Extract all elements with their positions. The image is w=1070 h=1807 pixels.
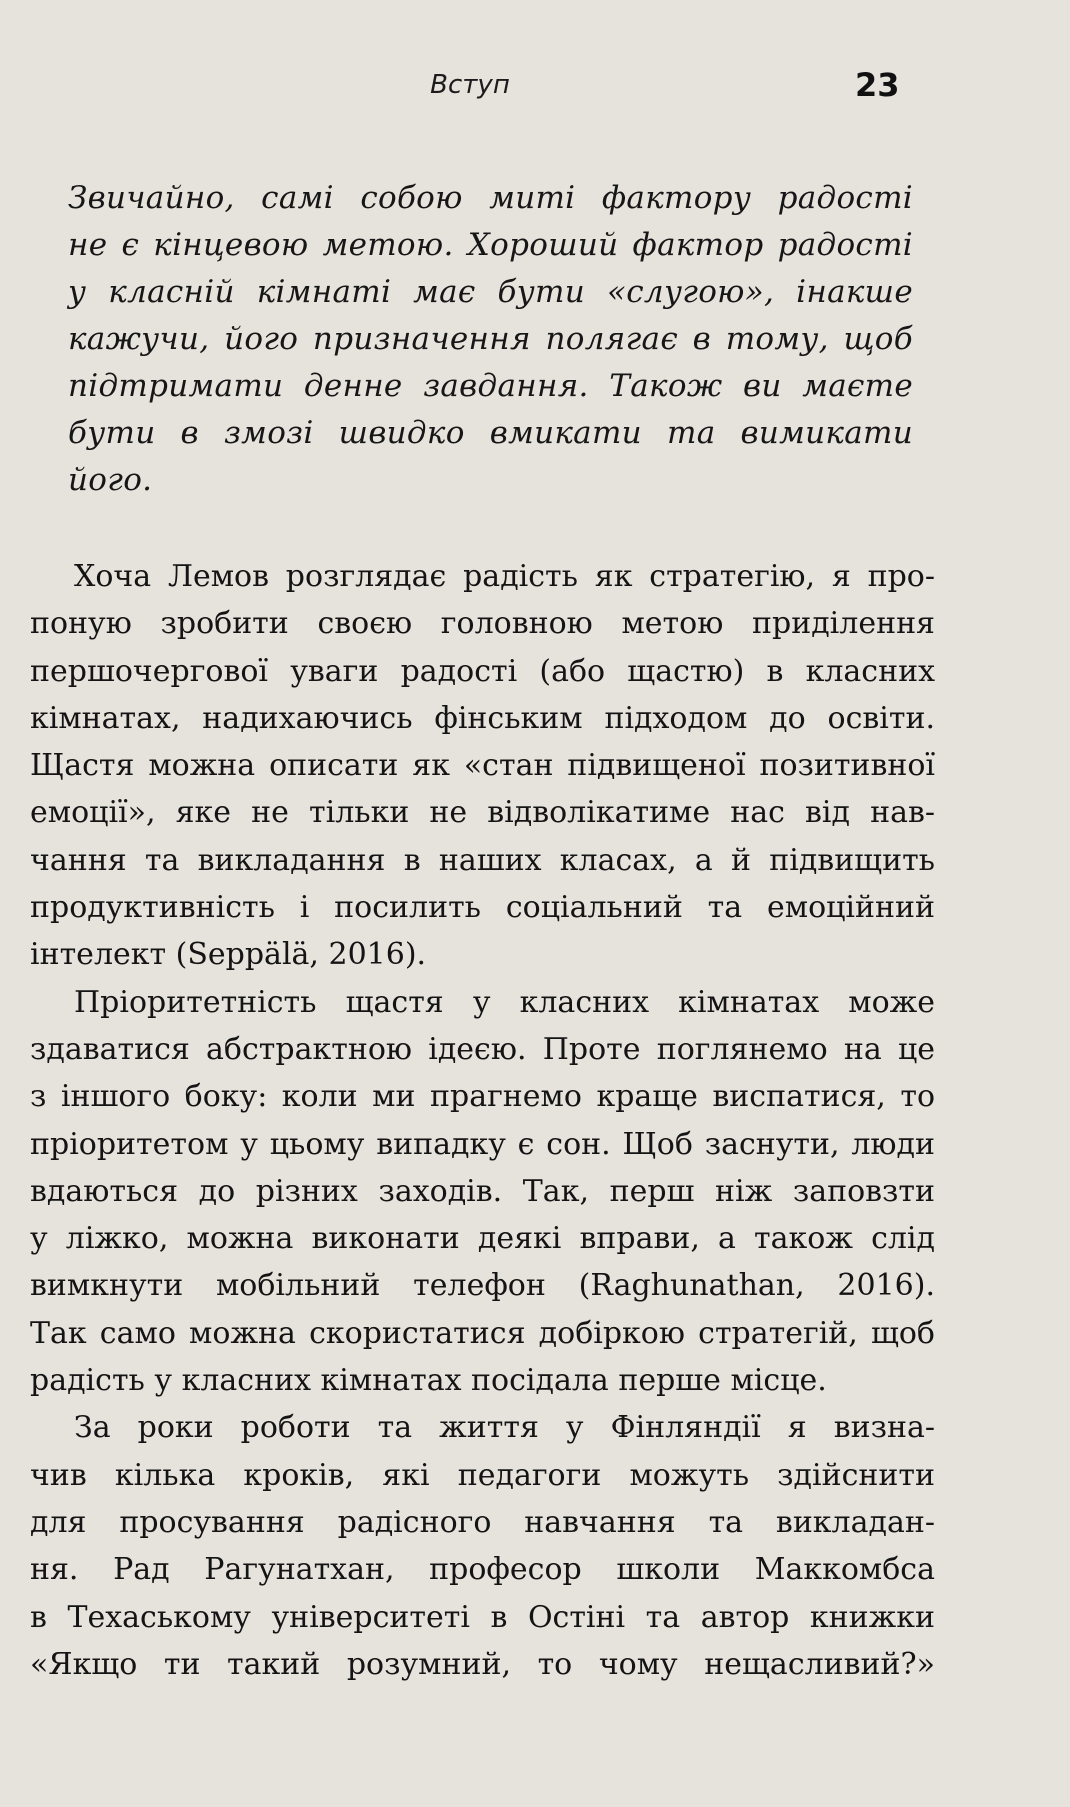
paragraph-line: поную зробити своєю головною метою приділення xyxy=(30,606,935,642)
paragraph-line: Щастя можна описати як «стан підвищеної позитивної xyxy=(30,748,935,784)
paragraph-line: За роки роботи та життя у Фінляндії я визна- xyxy=(74,1410,935,1446)
paragraph xyxy=(30,553,935,979)
paragraph xyxy=(30,1404,935,1688)
paragraph-line: чив кілька кроків, які педагоги можуть здійснити xyxy=(30,1457,935,1493)
paragraph-line: здаватися абстрактною ідеєю. Проте поглянемо на це xyxy=(30,1031,935,1067)
page-number: 23 xyxy=(855,66,900,104)
paragraph-line: Так само можна скористатися добіркою стратегій, щоб xyxy=(30,1315,935,1351)
paragraph-line: продуктивність і посилить соціальний та емоційний xyxy=(30,890,935,926)
paragraph-line: Пріоритетність щастя у класних кімнатах може xyxy=(74,984,935,1020)
body-text xyxy=(30,553,935,1688)
paragraph-line: Хоча Лемов розглядає радість як стратегію, я про- xyxy=(74,559,935,594)
paragraph-line: емоції», яке не тільки не відволікатиме нас від нав- xyxy=(30,795,935,831)
page-header xyxy=(0,66,1070,110)
quote-line: не є кінцевою метою. Хороший фактор радості xyxy=(68,227,913,263)
paragraph-line: «Якщо ти такий розумний, то чому нещасливий?» xyxy=(30,1646,935,1682)
paragraph-line: ня. Рад Рагунатхан, професор школи Маккомбса xyxy=(30,1552,935,1588)
paragraph-line: з іншого боку: коли ми прагнемо краще виспатися, то xyxy=(30,1079,935,1115)
paragraph xyxy=(30,979,935,1405)
quote-line: кажучи, його призначення полягає в тому, щоб xyxy=(68,321,913,357)
quote-line: Звичайно, самі собою миті фактору радості xyxy=(68,180,913,216)
paragraph-line: першочергової уваги радості (або щастю) в класних xyxy=(30,653,935,689)
running-title: Вступ xyxy=(430,70,510,100)
paragraph-line: в Техаському університеті в Остіні та автор книжки xyxy=(30,1599,935,1635)
quote-line: у класній кімнаті має бути «слугою», інакше xyxy=(68,274,913,310)
paragraph-line: кімнатах, надихаючись фінським підходом до освіти. xyxy=(30,700,935,736)
paragraph-line: інтелект (Seppälä, 2016). xyxy=(30,937,427,973)
italic-quote-block xyxy=(68,175,913,504)
quote-line: його. xyxy=(68,462,153,498)
paragraph-line: вдаються до різних заходів. Так, перш ніж заповзти xyxy=(30,1173,935,1209)
paragraph-line: пріоритетом у цьому випадку є сон. Щоб заснути, люди xyxy=(30,1126,935,1162)
paragraph-line: у ліжко, можна виконати деякі вправи, а також слід xyxy=(30,1221,935,1257)
paragraph-line: чання та викладання в наших класах, а й підвищить xyxy=(30,842,935,878)
paragraph-line: вимкнути мобільний телефон (Raghunathan, 2016). xyxy=(30,1268,935,1304)
quote-line: підтримати денне завдання. Також ви маєте xyxy=(68,368,913,404)
quote-line: бути в змозі швидко вмикати та вимикати xyxy=(68,415,913,451)
paragraph-line: для просування радісного навчання та викладан- xyxy=(30,1504,935,1540)
paragraph-line: радість у класних кімнатах посідала перше місце. xyxy=(30,1363,827,1399)
